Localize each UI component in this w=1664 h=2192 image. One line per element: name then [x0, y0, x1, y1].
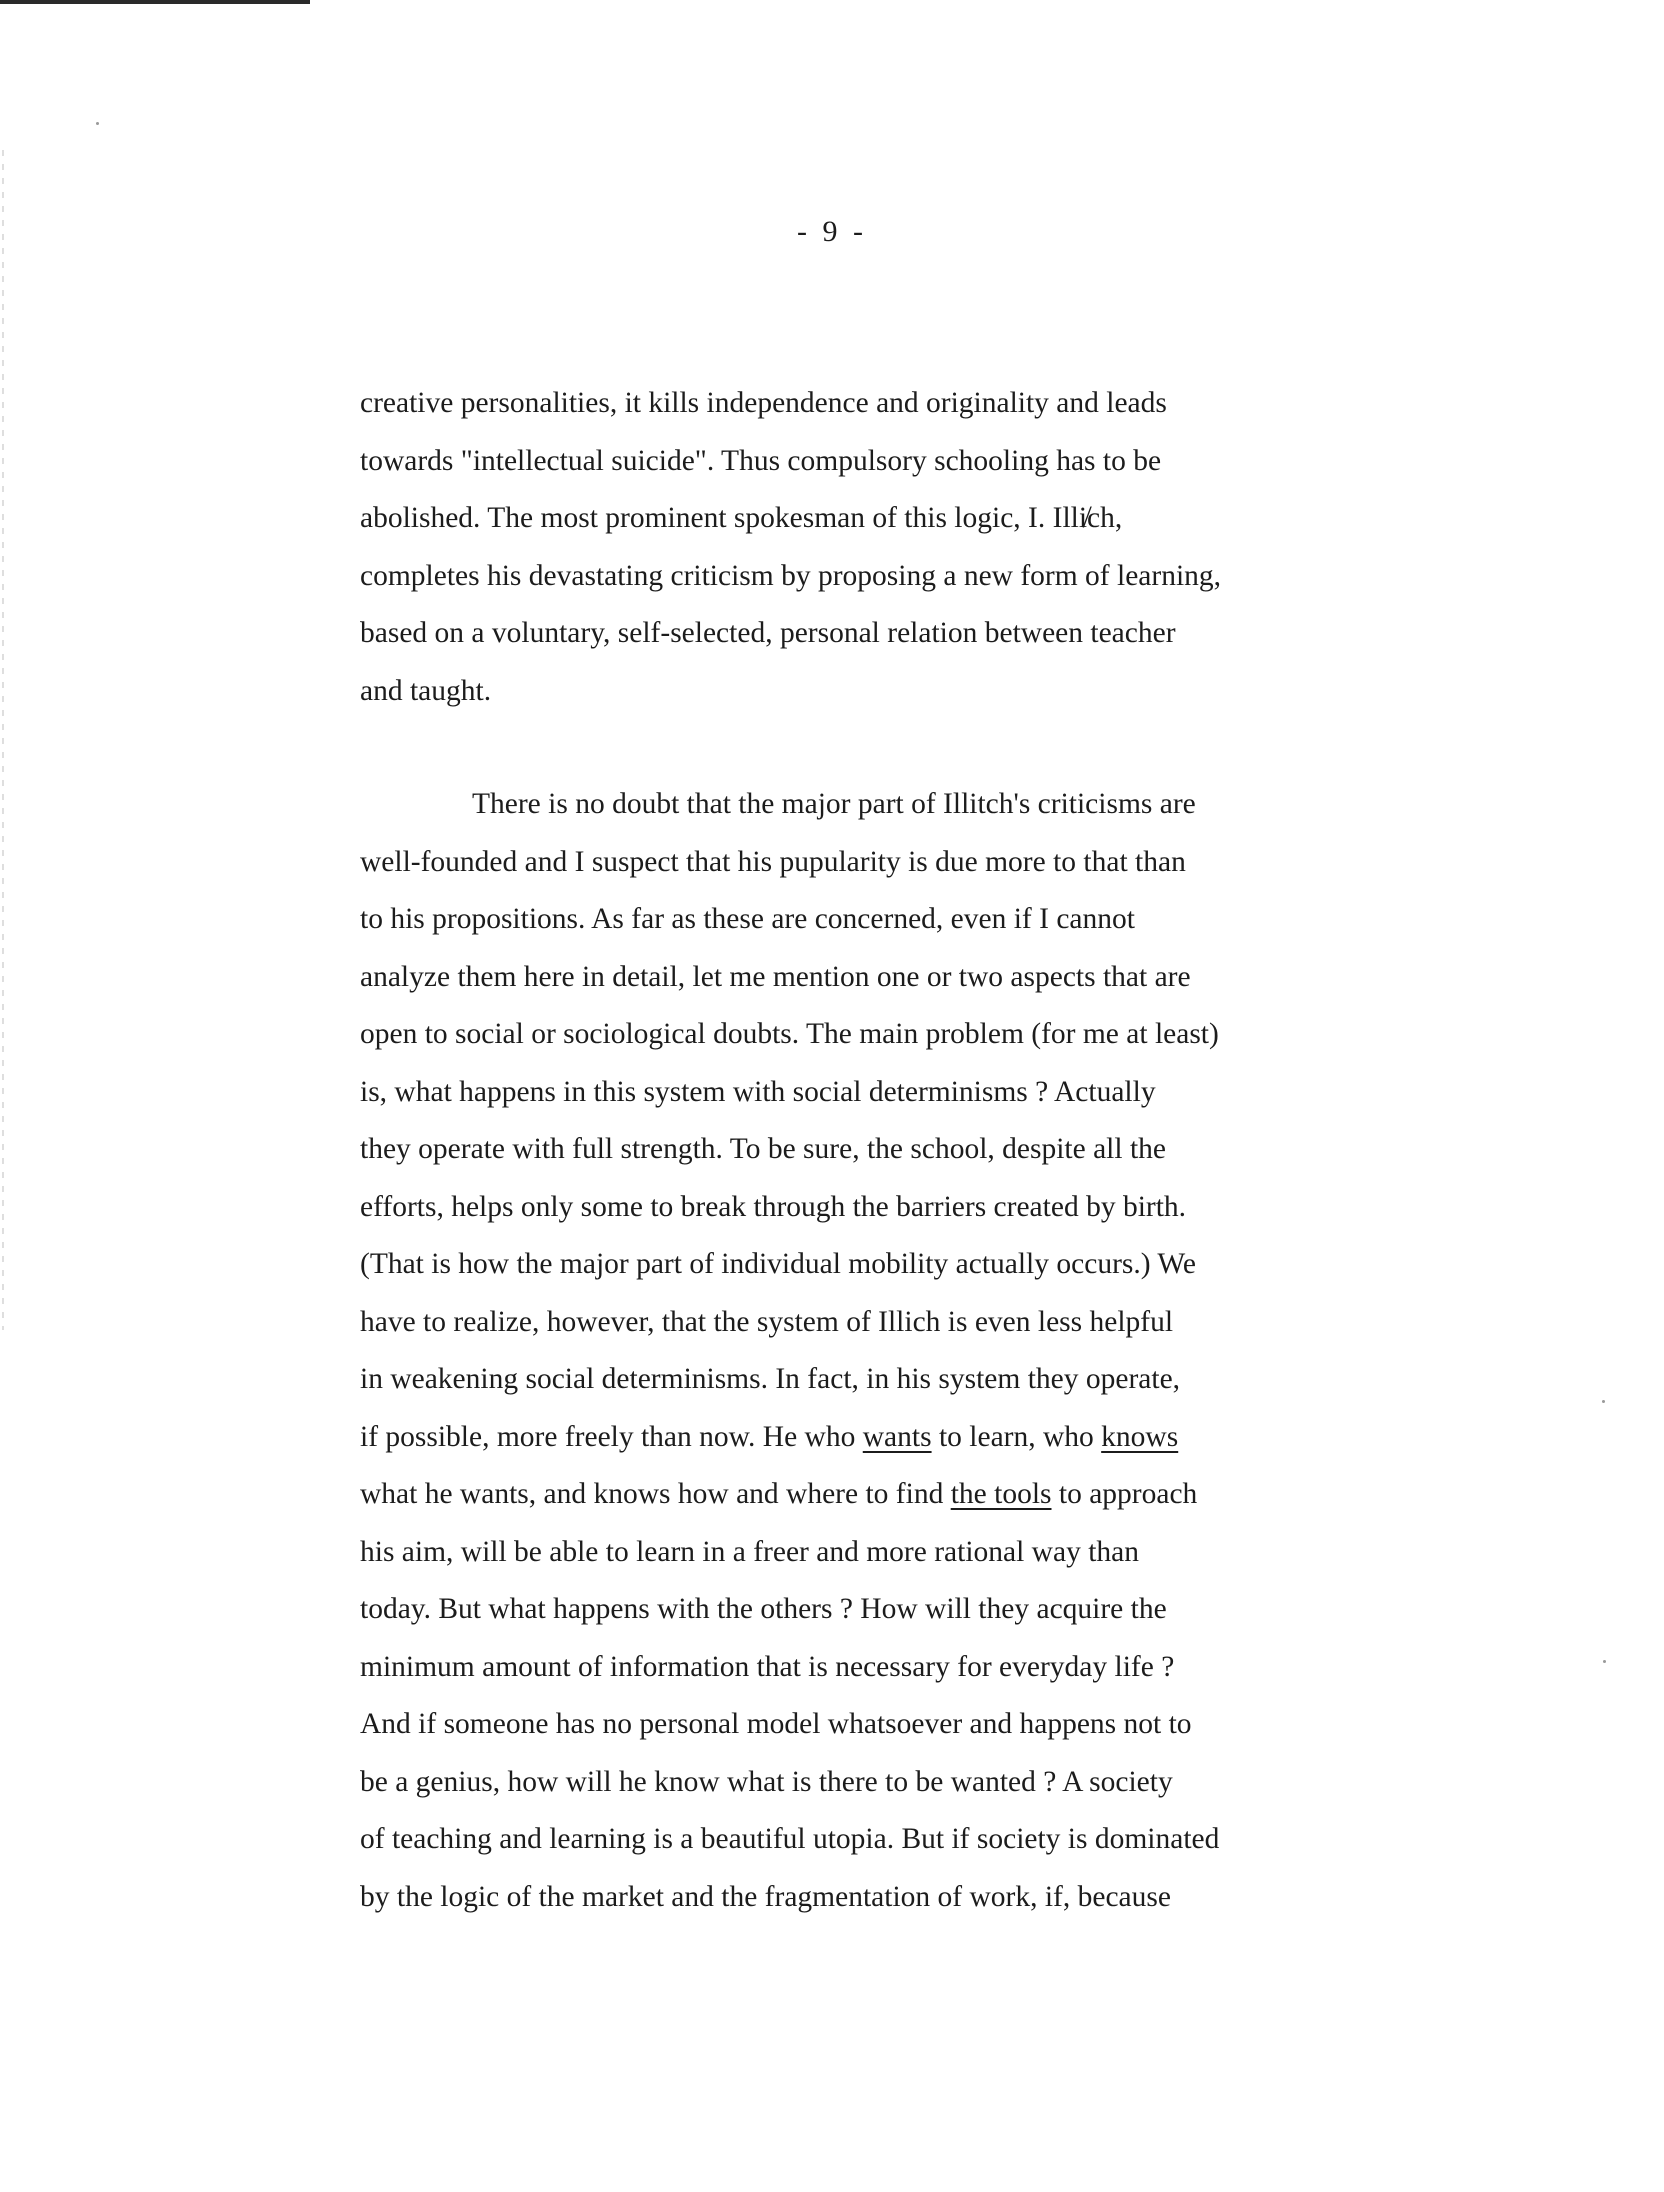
underlined-word: the tools: [950, 1478, 1052, 1510]
text-line: and taught.: [360, 674, 492, 707]
text-line: There is no doubt that the major part of Illitch's criticisms are: [472, 788, 1196, 820]
page-number: - 9 -: [797, 215, 867, 248]
text-fragment: to approach: [1051, 1478, 1198, 1510]
scan-speck: [1602, 1400, 1605, 1403]
text-line: And if someone has no personal model whatsoever and happens not to: [360, 1708, 1192, 1740]
text-line: in weakening social determinisms. In fact, in his system they operate,: [360, 1363, 1181, 1395]
text-line: [360, 1466, 1440, 1524]
text-line: have to realize, however, that the system of Illich is even less helpful: [360, 1305, 1174, 1338]
text-line: to his propositions. As far as these are concerned, even if I cannot: [360, 903, 1135, 935]
text-line: today. But what happens with the others ? How will they acquire the: [360, 1593, 1167, 1625]
text-line: efforts, helps only some to break through the barriers created by birth.: [360, 1190, 1187, 1223]
text-fragment: to learn, who: [931, 1420, 1102, 1453]
text-line: minimum amount of information that is necessary for everyday life ?: [360, 1650, 1175, 1683]
scan-speck: [1603, 1660, 1606, 1663]
text-fragment: if possible, more freely than now. He who: [360, 1420, 863, 1453]
underlined-word: wants: [862, 1420, 932, 1453]
scan-speck: [96, 122, 99, 125]
text-line: creative personalities, it kills independence and originality and leads: [360, 387, 1167, 419]
underlined-word: knows: [1101, 1420, 1179, 1453]
text-line: of teaching and learning is a beautiful utopia. But if society is dominated: [360, 1823, 1220, 1855]
text-line: towards "intellectual suicide". Thus compulsory schooling has to be: [360, 444, 1162, 477]
scan-edge-mark: [0, 0, 310, 4]
text-line: well-founded and I suspect that his pupularity is due more to that than: [360, 845, 1186, 878]
text-line: his aim, will be able to learn in a freer and more rational way than: [360, 1535, 1139, 1568]
text-line: by the logic of the market and the fragmentation of work, if, because: [360, 1880, 1171, 1913]
text-line: based on a voluntary, self-selected, personal relation between teacher: [360, 617, 1176, 649]
text-line: completes his devastating criticism by proposing a new form of learning,: [360, 559, 1222, 592]
paragraph-2: [360, 776, 1440, 1926]
text-line: (That is how the major part of individual mobility actually occurs.) We: [360, 1248, 1196, 1280]
text-fragment: what he wants, and knows how and where to find: [360, 1478, 951, 1510]
text-line: [360, 1409, 1440, 1467]
text-line: analyze them here in detail, let me mention one or two aspects that are: [360, 960, 1191, 993]
scan-binding-mark: [2, 150, 4, 1330]
text-line: open to social or sociological doubts. The main problem (for me at least): [360, 1018, 1219, 1050]
text-line: is, what happens in this system with social determinisms ? Actually: [360, 1075, 1156, 1108]
text-line: abolished. The most prominent spokesman of this logic, I. Illi̸ch,: [360, 502, 1123, 534]
text-line: they operate with full strength. To be sure, the school, despite all the: [360, 1133, 1166, 1165]
paragraph-1: [360, 375, 1440, 720]
text-line: be a genius, how will he know what is there to be wanted ? A society: [360, 1765, 1173, 1798]
